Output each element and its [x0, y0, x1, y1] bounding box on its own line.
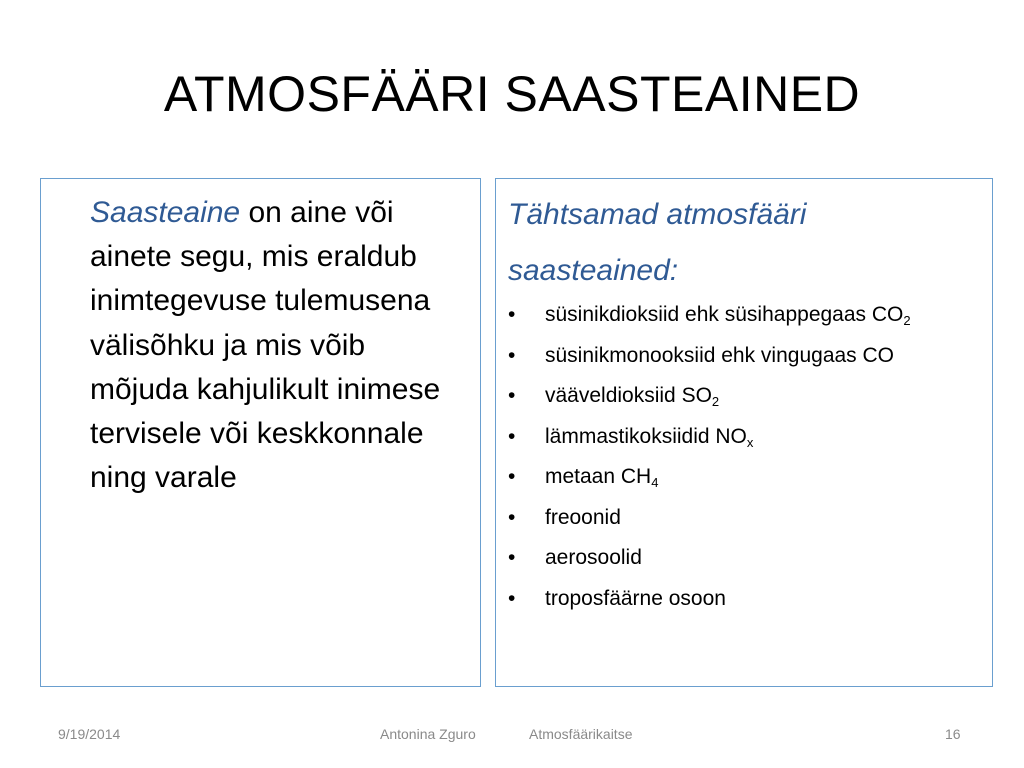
bullet-icon: • — [508, 384, 516, 407]
list-item — [508, 584, 978, 614]
bullet-icon: • — [508, 303, 516, 326]
list-item-subscript: 4 — [651, 475, 659, 490]
list-item-text: süsinikmonooksiid ehk vingugaas CO — [545, 343, 895, 367]
footer-author: Antonina Zguro — [380, 726, 476, 742]
footer-course: Atmosfäärikaitse — [529, 726, 633, 742]
pollutants-heading: Tähtsamad atmosfääri saasteained: — [508, 198, 807, 287]
list-item — [508, 300, 978, 330]
bullet-icon: • — [508, 424, 516, 448]
slide-number: 16 — [945, 726, 961, 742]
definition-term: Saasteaine — [90, 196, 241, 229]
list-item-text: lämmastikoksiidid NO — [545, 424, 747, 448]
list-item — [508, 381, 978, 411]
definition-text — [90, 191, 462, 500]
list-item-subscript: 2 — [711, 394, 720, 409]
bullet-icon: • — [508, 465, 516, 488]
list-item-text: vääveldioksiid SO — [545, 384, 712, 407]
list-item-subscript: x — [746, 434, 754, 450]
list-item-text: aerosoolid — [545, 546, 642, 569]
list-item — [508, 503, 978, 533]
list-item-text: troposfäärne osoon — [545, 586, 726, 610]
slide-title: ATMOSFÄÄRI SAASTEAINED — [163, 66, 861, 122]
bullet-icon: • — [508, 505, 516, 529]
pollutants-box — [495, 178, 993, 687]
list-item — [508, 341, 978, 371]
footer-date: 9/19/2014 — [58, 726, 121, 742]
definition-box — [40, 178, 481, 687]
list-item-text: freoonid — [545, 505, 621, 529]
list-item — [508, 422, 978, 452]
list-item — [508, 462, 978, 492]
definition-body: on aine või ainete segu, mis eraldub inimtegevuse tulemusena välisõhku ja mis võib mõjuda kahjulikult inimese tervisele või keskkonnale ning varale — [90, 196, 441, 495]
bullet-icon: • — [508, 546, 516, 569]
pollutants-list — [508, 300, 978, 624]
list-item-text: metaan CH — [545, 465, 652, 488]
list-item-subscript: 2 — [903, 313, 911, 328]
bullet-icon: • — [508, 343, 516, 367]
bullet-icon: • — [508, 586, 516, 610]
list-item — [508, 543, 978, 573]
list-item-text: süsinikdioksiid ehk süsihappegaas CO — [545, 303, 904, 326]
